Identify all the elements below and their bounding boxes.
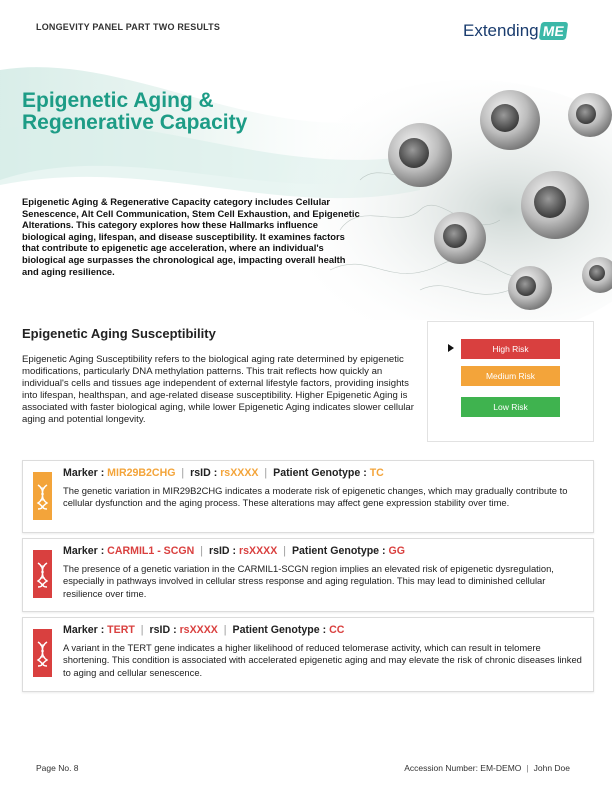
page-number: Page No. 8 xyxy=(36,763,79,773)
marker-label: Marker : xyxy=(63,545,105,557)
dna-icon xyxy=(33,550,52,598)
footer-info: Accession Number: EM-DEMO | John Doe xyxy=(404,763,570,773)
marker-description: The presence of a genetic variation in the CARMIL1-SCGN region implies an elevated risk of epigenetic dysregulation, especially in pathways involved in cellular stress response and aging regulation. This may lead to diminished cellular resilience over time. xyxy=(63,563,554,599)
extendingme-logo xyxy=(463,18,567,44)
risk-indicator-arrow-icon xyxy=(448,344,454,352)
genotype-value: CC xyxy=(329,624,345,636)
genotype-value: GG xyxy=(388,545,405,557)
section-description: Epigenetic Aging Susceptibility refers to the biological aging rate determined by epigenetic modifications, particularly DNA methylation patterns. This trait reflects how quickly an individual's cells and tissues age independent of external lifestyle factors, providing insights into lifespan, healthspan, and age-related disease susceptibility. Higher Epigenetic Aging is associated with faster biological aging, while lower Epigenetic Aging indicates slower cellular aging and potential longevity. xyxy=(22,354,414,425)
rsid-label: rsID : xyxy=(149,624,177,636)
marker-card xyxy=(22,617,594,692)
genotype-label: Patient Genotype : xyxy=(291,545,386,557)
logo-text: Extending xyxy=(463,21,539,40)
marker-name: MIR29B2CHG xyxy=(107,467,176,479)
genotype-value: TC xyxy=(369,467,384,479)
rsid-label: rsID : xyxy=(190,467,218,479)
section-title: Epigenetic Aging Susceptibility xyxy=(22,326,216,341)
marker-name: CARMIL1 - SCGN xyxy=(107,545,195,557)
dna-icon xyxy=(33,629,52,677)
rsid-value: rsXXXX xyxy=(239,545,278,557)
marker-description: The genetic variation in MIR29B2CHG indicates a moderate risk of epigenetic changes, which may gradually contribute to cellular dysfunction and the aging process. These alterations may affect gene expression stability over time. xyxy=(63,485,568,509)
risk-high-label: High Risk xyxy=(461,339,560,359)
marker-name: TERT xyxy=(107,624,135,636)
risk-low-label: Low Risk xyxy=(461,397,560,417)
page-title: Epigenetic Aging & Regenerative Capacity xyxy=(22,89,248,134)
rsid-value: rsXXXX xyxy=(220,467,259,479)
marker-label: Marker : xyxy=(63,624,105,636)
dna-icon xyxy=(33,472,52,520)
rsid-value: rsXXXX xyxy=(179,624,218,636)
risk-medium-label: Medium Risk xyxy=(461,366,560,386)
accession-number: Accession Number: EM-DEMO xyxy=(404,763,522,773)
category-description: Epigenetic Aging & Regenerative Capacity category includes Cellular Senescence, Alt Cell Communication, Stem Cell Exhaustion, and Epigenetic Alterations. This category explores how these Hallmarks influence biological aging, lifespan, and disease susceptibility. It examines factors that contribute to epigenetic age acceleration, where an individual's biological age surpasses the chronological age, impacting overall health and aging resilience. xyxy=(22,196,360,277)
marker-description: A variant in the TERT gene indicates a higher likelihood of reduced telomerase activity, which can result in telomere shortening. This condition is associated with accelerated epigenetic aging and may elevate the risk of chronic diseases linked to aging and cellular senescence. xyxy=(63,642,582,678)
header-label: LONGEVITY PANEL PART TWO RESULTS xyxy=(36,22,221,32)
marker-header: Marker : MIR29B2CHG | rsID : rsXXXX | Patient Genotype : TC xyxy=(63,467,384,479)
genotype-label: Patient Genotype : xyxy=(273,467,367,479)
marker-label: Marker : xyxy=(63,467,105,479)
hero-banner xyxy=(0,60,612,320)
genotype-label: Patient Genotype : xyxy=(232,624,327,636)
rsid-label: rsID : xyxy=(208,545,237,557)
patient-name: John Doe xyxy=(533,763,570,773)
marker-card xyxy=(22,538,594,612)
marker-header: Marker : CARMIL1 - SCGN | rsID : rsXXXX | Patient Genotype : GG xyxy=(63,545,405,557)
marker-header: Marker : TERT | rsID : rsXXXX | Patient Genotype : CC xyxy=(63,624,345,636)
logo-badge: ME xyxy=(538,22,568,40)
marker-card xyxy=(22,460,594,533)
